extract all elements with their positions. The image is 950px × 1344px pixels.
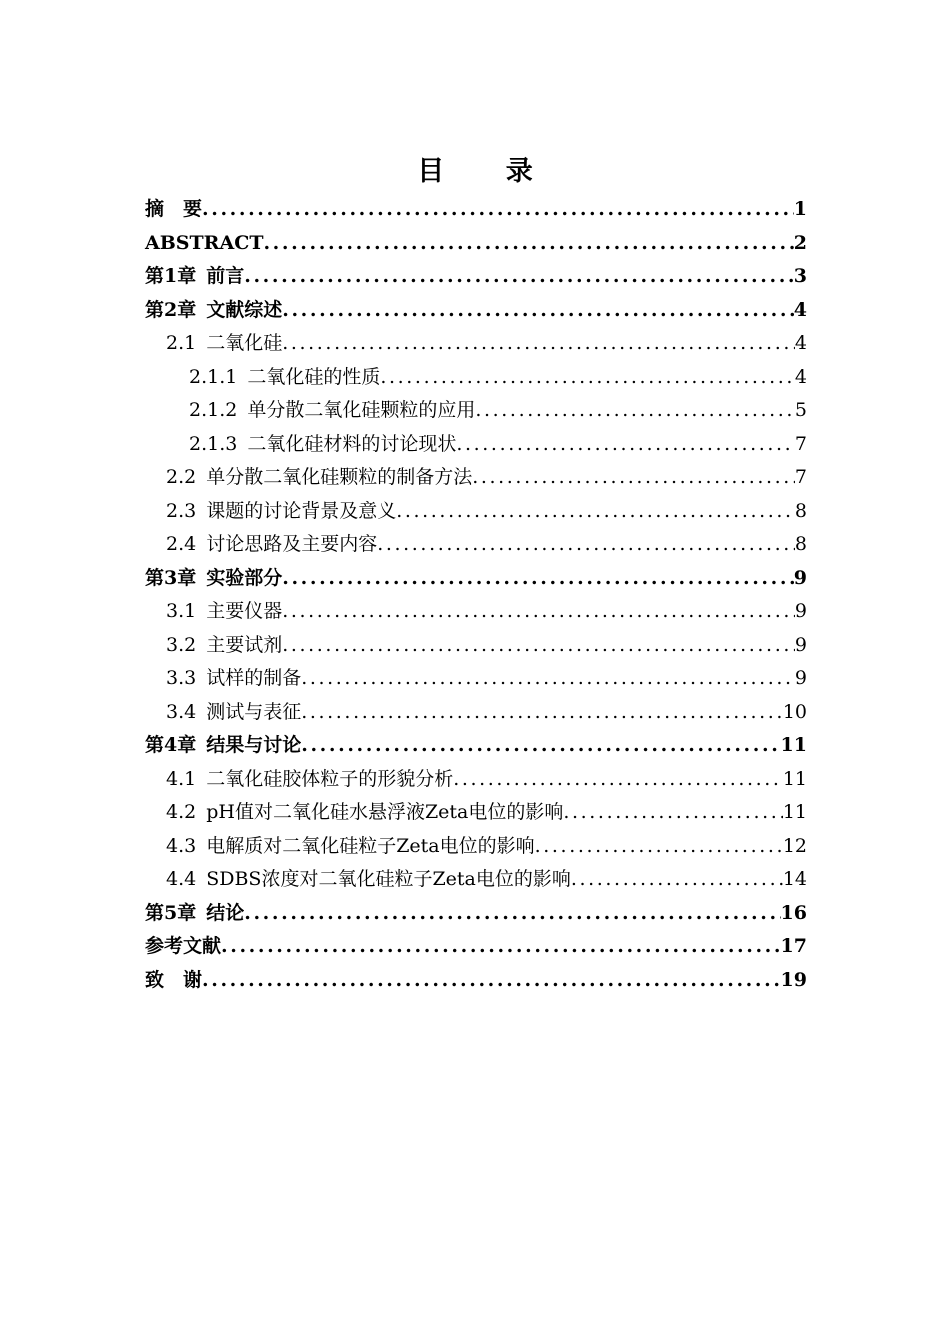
toc-entry-title: 参考文献	[145, 935, 222, 957]
toc-entry[interactable]	[145, 964, 807, 998]
toc-entry-title: 二氧化硅的性质	[247, 365, 381, 388]
toc-entry-label	[166, 763, 453, 797]
dot-leader	[282, 327, 795, 361]
toc-entry-label	[145, 260, 244, 294]
toc-entry-number: 3.1	[166, 600, 197, 622]
toc-entry-label	[166, 830, 535, 864]
toc-entry-page: 5	[794, 399, 807, 421]
toc-entry[interactable]	[145, 629, 807, 663]
toc-entry-title: 测试与表征	[206, 700, 302, 723]
dot-leader	[301, 662, 795, 696]
toc-entry-page: 11	[782, 801, 807, 823]
toc-entry-number: 2.1.2	[189, 399, 238, 421]
toc-entry-page: 7	[794, 432, 807, 455]
dot-leader	[563, 796, 782, 830]
toc-entry-number: 4.1	[166, 767, 197, 790]
dot-leader	[202, 964, 781, 998]
toc-entry-page: 16	[780, 901, 807, 924]
toc-entry-label	[166, 528, 377, 562]
dot-leader	[282, 294, 794, 328]
toc-entry-label	[166, 796, 563, 830]
toc-entry-page: 14	[782, 868, 807, 890]
toc-entry-number: 2.3	[166, 499, 197, 522]
toc-entry[interactable]	[145, 863, 807, 897]
toc-entry-page: 9	[794, 600, 807, 622]
toc-entry-number: 2.1.3	[189, 432, 238, 455]
toc-entry-page: 10	[782, 700, 807, 723]
toc-entry-title: 前言	[206, 265, 245, 287]
toc-entry-page: 7	[794, 466, 807, 488]
toc-entry-label	[145, 193, 202, 227]
toc-entry-label	[166, 863, 571, 897]
toc-entry-label	[145, 897, 244, 931]
dot-leader	[472, 461, 795, 495]
dot-leader	[535, 830, 783, 864]
toc-entry-page: 2	[793, 231, 807, 254]
toc-entry[interactable]	[145, 796, 807, 830]
toc-entry-page: 8	[794, 533, 807, 555]
toc-entry[interactable]	[145, 193, 807, 227]
toc-entry-title: 二氧化硅胶体粒子的形貌分析	[206, 767, 454, 790]
toc-entry[interactable]	[145, 260, 807, 294]
toc-entry-title: 实验部分	[206, 566, 283, 589]
toc-entry[interactable]	[145, 227, 807, 261]
dot-leader	[282, 595, 795, 629]
toc-entry-label	[145, 964, 202, 998]
toc-entry-title: SDBS浓度对二氧化硅粒子Zeta电位的影响	[206, 868, 571, 890]
dot-leader	[202, 193, 794, 227]
toc-entry-title: 课题的讨论背景及意义	[206, 499, 397, 522]
toc-entry-title: 二氧化硅	[206, 332, 283, 354]
toc-entry-label	[166, 495, 396, 529]
toc-entry-label	[145, 562, 282, 596]
toc-entry[interactable]	[145, 461, 807, 495]
toc-entry-number: 第2章	[145, 298, 197, 321]
dot-leader	[282, 629, 795, 663]
toc-entry-page: 9	[794, 667, 807, 689]
toc-entry-page: 4	[793, 298, 807, 321]
toc-entry-page: 1	[793, 198, 807, 220]
toc-entry-number: 2.1.1	[189, 365, 238, 388]
toc-entry-title: 电解质对二氧化硅粒子Zeta电位的影响	[206, 834, 535, 857]
toc-entry-page: 11	[780, 734, 807, 756]
toc-entry[interactable]	[145, 729, 807, 763]
toc-entry-label	[166, 595, 282, 629]
toc-entry[interactable]	[145, 897, 807, 931]
toc-entry-page: 9	[794, 633, 807, 656]
dot-leader	[244, 897, 780, 931]
toc-entry[interactable]	[145, 327, 807, 361]
toc-entry-number: 4.2	[166, 801, 197, 823]
toc-entry-number: 4.4	[166, 868, 197, 890]
toc-entry-label	[166, 662, 301, 696]
toc-entry-page: 8	[794, 499, 807, 522]
toc-entry-number: 第3章	[145, 566, 197, 589]
toc-entry-title: 主要试剂	[206, 633, 283, 656]
toc-entry-number: 第5章	[145, 901, 197, 924]
toc-entry-number: 3.2	[166, 633, 197, 656]
toc-entry-title: 文献综述	[206, 298, 283, 321]
toc-entry-label	[145, 227, 263, 261]
toc-entry-title: 主要仪器	[206, 600, 283, 622]
dot-leader	[244, 260, 794, 294]
dot-leader	[396, 495, 795, 529]
toc-entry[interactable]	[145, 528, 807, 562]
toc-entry-title: 二氧化硅材料的讨论现状	[247, 432, 457, 455]
dot-leader	[456, 428, 795, 462]
toc-entry[interactable]	[145, 495, 807, 529]
toc-entry-page: 4	[794, 332, 807, 354]
toc-entry-title: 致 谢	[145, 968, 203, 991]
toc-entry[interactable]	[145, 930, 807, 964]
dot-leader	[380, 361, 795, 395]
toc-title: 目 录	[417, 156, 559, 187]
dot-leader	[571, 863, 783, 897]
toc-entry-page: 17	[780, 935, 807, 957]
toc-entry[interactable]	[145, 562, 807, 596]
toc-entry[interactable]	[145, 662, 807, 696]
toc-entry-title: 单分散二氧化硅颗粒的应用	[247, 399, 476, 421]
table-of-contents	[145, 193, 807, 997]
toc-entry-label	[189, 361, 380, 395]
dot-leader	[377, 528, 795, 562]
dot-leader	[475, 394, 795, 428]
dot-leader	[221, 930, 781, 964]
toc-entry[interactable]	[145, 294, 807, 328]
toc-entry-label	[166, 696, 301, 730]
toc-entry-page: 9	[793, 566, 807, 589]
dot-leader	[301, 729, 780, 763]
toc-entry-page: 4	[794, 365, 807, 388]
toc-entry-number: 3.3	[166, 667, 197, 689]
toc-entry-title: 试样的制备	[206, 667, 302, 689]
toc-entry-number: 第4章	[145, 734, 197, 756]
toc-entry-title: 结果与讨论	[206, 734, 302, 756]
toc-entry-number: 2.1	[166, 332, 197, 354]
dot-leader	[263, 227, 793, 261]
toc-entry-title: 摘 要	[145, 198, 203, 220]
toc-entry-title: pH值对二氧化硅水悬浮液Zeta电位的影响	[206, 801, 564, 823]
toc-entry-title: ABSTRACT	[145, 231, 264, 254]
dot-leader	[301, 696, 783, 730]
toc-entry[interactable]	[145, 830, 807, 864]
toc-entry-number: 2.4	[166, 533, 197, 555]
toc-entry-number: 3.4	[166, 700, 197, 723]
toc-entry[interactable]	[145, 394, 807, 428]
toc-entry-number: 4.3	[166, 834, 197, 857]
toc-entry-number: 第1章	[145, 265, 197, 287]
toc-entry-page: 12	[782, 834, 807, 857]
toc-entry-page: 3	[793, 265, 807, 287]
toc-entry-page: 19	[780, 968, 807, 991]
toc-entry-label	[189, 428, 456, 462]
toc-entry-number: 2.2	[166, 466, 197, 488]
dot-leader	[282, 562, 794, 596]
toc-entry-title: 结论	[206, 901, 245, 924]
toc-entry-label	[145, 729, 301, 763]
toc-entry-label	[189, 394, 475, 428]
toc-entry-label	[166, 327, 282, 361]
toc-entry[interactable]	[145, 361, 807, 395]
toc-entry-page: 11	[782, 767, 807, 790]
toc-entry-title: 讨论思路及主要内容	[206, 533, 378, 555]
toc-entry-label	[145, 294, 282, 328]
toc-entry[interactable]	[145, 428, 807, 462]
toc-entry[interactable]	[145, 696, 807, 730]
toc-entry-title: 单分散二氧化硅颗粒的制备方法	[206, 466, 473, 488]
toc-entry-label	[145, 930, 221, 964]
toc-entry-label	[166, 461, 472, 495]
toc-entry[interactable]	[145, 763, 807, 797]
toc-entry-label	[166, 629, 282, 663]
toc-entry[interactable]	[145, 595, 807, 629]
dot-leader	[453, 763, 783, 797]
